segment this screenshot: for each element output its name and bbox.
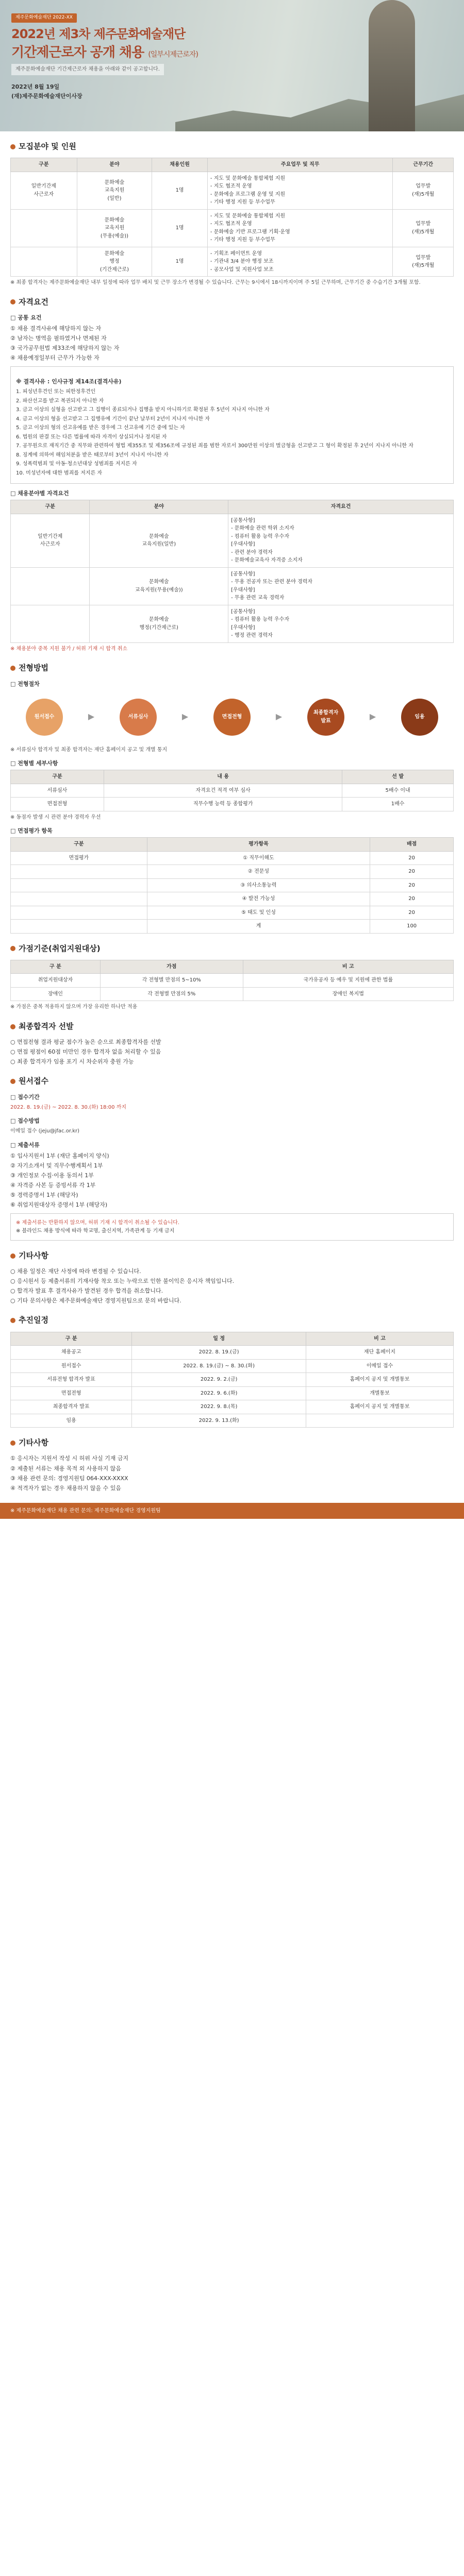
table-cell: 홈페이지 공지 및 개별통보	[306, 1400, 453, 1414]
table-cell: 채용공고	[11, 1346, 132, 1360]
table-row	[11, 851, 454, 865]
table-cell	[11, 878, 147, 892]
table-header: 근무기간	[393, 158, 454, 172]
table-row	[11, 1373, 454, 1387]
hero-subtitle: 제주문화예술재단 기간제근로자 채용을 아래와 같이 공고합니다.	[11, 64, 164, 75]
list-item: ② 남자는 병역을 필하였거나 면제된 자	[10, 335, 107, 342]
table-cell: 서류전형 합격자 발표	[11, 1373, 132, 1387]
list-item: ① 입사지원서 1부 (재단 홈페이지 양식)	[10, 1152, 109, 1159]
arrow-right-icon: ▶	[275, 711, 283, 722]
process-step: 면접전형	[213, 699, 251, 736]
table-cell: 원서접수	[11, 1359, 132, 1373]
common-req-list	[10, 324, 454, 362]
table-header: 가점	[100, 960, 243, 974]
list-item: ③ 국가공무원법 제33조에 해당하지 않는 자	[10, 345, 120, 352]
list-item: 3. 금고 이상의 실형을 선고받고 그 집행이 종료되거나 집행을 받지 아니하기로 확정된 후 5년이 지나지 아니한 자	[16, 407, 270, 413]
field-req-heading: □ 채용분야별 자격요건	[10, 490, 69, 497]
table-header: 배점	[370, 838, 454, 852]
table-cell: 2022. 8. 19.(금) ~ 8. 30.(화)	[132, 1359, 306, 1373]
table-cell: 계	[147, 920, 370, 934]
table-cell: 면접전형	[11, 1386, 132, 1400]
disqualify-heading: ※ 결격사유 : 인사규정 제14조(결격사유)	[16, 378, 122, 385]
table-cell: 문화예술 교육지원(일반)	[90, 514, 228, 567]
table-cell: 2022. 9. 13.(화)	[132, 1414, 306, 1428]
table-cell: 20	[370, 892, 454, 906]
table-cell: 1배수	[342, 798, 454, 811]
list-item: 10. 미성년자에 대한 범죄를 저지른 자	[16, 470, 103, 476]
final-select-list	[10, 1038, 454, 1066]
dol-hareubang-illustration	[369, 0, 415, 131]
bullet-dot-icon	[10, 299, 15, 304]
list-item: ⑥ 취업지원대상자 증명서 1부 (해당자)	[10, 1201, 108, 1208]
table-row	[11, 892, 454, 906]
table-header: 내 용	[104, 770, 342, 784]
docs-heading: □ 제출서류	[10, 1141, 40, 1148]
bullet-dot-icon	[10, 1440, 15, 1446]
table-row	[11, 865, 454, 879]
table-cell: 재단 홈페이지	[306, 1346, 453, 1360]
table-cell: ③ 의사소통능력	[147, 878, 370, 892]
field-req-note: ※ 채용분야 중복 지원 불가 / 허위 기재 시 합격 취소	[10, 646, 128, 652]
process-flow	[26, 699, 438, 736]
process-step: 최종합격자 발표	[307, 699, 344, 736]
table-header: 자격요건	[228, 500, 454, 514]
bullet-dot-icon	[10, 1318, 15, 1323]
table-cell: 문화예술 교육지원 (무용(예술))	[77, 209, 152, 247]
interview-heading: □ 면접평가 항목	[10, 827, 53, 835]
table-row	[11, 798, 454, 811]
table-row	[11, 1414, 454, 1428]
field-req-table	[10, 500, 454, 643]
warning-box	[10, 1213, 454, 1241]
table-cell: 임용	[11, 1414, 132, 1428]
section-5-title: 최종합격자 선발	[10, 1021, 454, 1032]
table-cell: 20	[370, 865, 454, 879]
table-cell: ④ 발전 가능성	[147, 892, 370, 906]
table-row	[11, 567, 454, 605]
table-cell: 업무발 (재)5개월	[393, 209, 454, 247]
table-row	[11, 514, 454, 567]
table-header: 구분	[11, 500, 90, 514]
table-cell: 2022. 9. 2.(금)	[132, 1373, 306, 1387]
table-cell	[306, 1414, 453, 1428]
table-cell: - 지도 및 문화예술 통합체험 지원 - 지도 협조적 운영 - 문화예술 프로그램 운영 및 지원 - 기타 행정 지원 등 부수업무	[207, 172, 393, 209]
list-item: 4. 금고 이상의 형을 선고받고 그 집행유예 기간이 끝난 날부터 2년이 지나지 아니한 자	[16, 416, 210, 422]
table-header: 구분	[11, 770, 104, 784]
table-header: 비 고	[243, 960, 453, 974]
stage-detail-heading: □ 전형별 세부사항	[10, 760, 58, 767]
rock-illustration	[175, 85, 464, 131]
list-item: ○ 면접전형 결과 평균 점수가 높은 순으로 최종합격자를 선발	[10, 1039, 161, 1046]
list-item: 8. 징계에 의하여 해임처분을 받은 때로부터 3년이 지나지 아니한 자	[16, 452, 169, 458]
hero-title-1: 2022년 제3차 제주문화예술재단	[11, 27, 186, 41]
table-cell: 업무발 (재)5개월	[393, 172, 454, 209]
table-row	[11, 906, 454, 920]
list-item: ① 응시자는 지원서 작성 시 허위 사실 기재 금지	[10, 1455, 129, 1462]
table-cell: 서류심사	[11, 784, 104, 798]
table-cell: 면접전형	[11, 798, 104, 811]
section-9-title: 기타사항	[10, 1437, 454, 1449]
table-cell: [공통사항] - 무용 전공자 또는 관련 분야 경력자 [우대사항] - 무용 관련 교육 경력자	[228, 567, 454, 605]
table-cell: [공통사항] - 문화예술 관련 학위 소지자 - 컴퓨터 활용 능력 우수자 [우대사항] - 관련 분야 경력자 - 문화예술교육사 자격증 소지자	[228, 514, 454, 567]
list-item: ④ 적격자가 없는 경우 채용하지 않을 수 있음	[10, 1484, 121, 1492]
table-row	[11, 605, 454, 642]
bullet-dot-icon	[10, 1079, 15, 1084]
table-row	[11, 172, 454, 209]
period-heading: □ 접수기간	[10, 1093, 40, 1100]
table-header: 일 정	[132, 1332, 306, 1346]
table-cell: 개별통보	[306, 1386, 453, 1400]
bullet-dot-icon	[10, 666, 15, 671]
section-6-title: 원서접수	[10, 1075, 454, 1087]
table-cell: 국가유공자 등 예우 및 지원에 관한 법률	[243, 974, 453, 988]
section-1-title: 모집분야 및 인원	[10, 141, 454, 152]
footer: ※ 제주문화예술재단 채용 관련 문의: 제주문화예술재단 경영지원팀	[0, 1503, 464, 1519]
section-8-title: 추진일정	[10, 1314, 454, 1326]
docs-list	[10, 1151, 454, 1209]
table-header: 채용인원	[152, 158, 208, 172]
list-item: 7. 공무원으로 재직기간 중 직무와 관련하여 형법 제355조 및 제356조에 규정된 죄를 범한 자로서 300만원 이상의 벌금형을 선고받고 그 형이 확정된 후 2년이 지나지 아니한 자	[16, 443, 413, 449]
list-item: ① 채용 결격사유에 해당하지 않는 자	[10, 325, 102, 332]
table-header: 비 고	[306, 1332, 453, 1346]
recruit-table	[10, 158, 454, 277]
process-step: 임용	[401, 699, 438, 736]
list-item: 2. 파산선고를 받고 복권되지 아니한 자	[16, 398, 104, 404]
table-row	[11, 1400, 454, 1414]
bullet-dot-icon	[10, 946, 15, 951]
table-cell: 홈페이지 공지 및 개별통보	[306, 1373, 453, 1387]
disqualify-box	[10, 366, 454, 484]
table-cell: ② 전문성	[147, 865, 370, 879]
list-item: ⑤ 경력증명서 1부 (해당자)	[10, 1191, 78, 1198]
list-item: ② 제출된 서류는 채용 목적 외 사용하지 않음	[10, 1465, 121, 1472]
table-cell: 이메일 접수	[306, 1359, 453, 1373]
process-note: ※ 서류심사 합격자 및 최종 합격자는 재단 홈페이지 공고 및 개별 통지	[10, 747, 168, 753]
table-cell: 일반기간제 사근로자	[11, 514, 90, 567]
bullet-dot-icon	[10, 144, 15, 149]
table-cell: 문화예술 교육지원 (일반)	[77, 172, 152, 209]
apply-method[interactable]: 이메일 접수 (jeju@jfac.or.kr)	[10, 1128, 80, 1134]
table-header: 평가항목	[147, 838, 370, 852]
table-cell: 자격요건 적격 여부 심사	[104, 784, 342, 798]
table-cell: 각 전형별 만점의 5%	[100, 987, 243, 1001]
table-cell: 20	[370, 851, 454, 865]
table-cell: ① 직무이해도	[147, 851, 370, 865]
table-header: 구분	[11, 158, 77, 172]
arrow-right-icon: ▶	[88, 711, 95, 722]
table-row	[11, 784, 454, 798]
table-cell: 2022. 9. 8.(목)	[132, 1400, 306, 1414]
stage-table	[10, 770, 454, 811]
bullet-dot-icon	[10, 1024, 15, 1029]
table-cell: 5배수 이내	[342, 784, 454, 798]
list-item: ○ 채용 일정은 재단 사정에 따라 변경될 수 있습니다.	[10, 1268, 141, 1275]
table-cell	[11, 892, 147, 906]
table-cell: 장애인 복지법	[243, 987, 453, 1001]
method-heading: □ 접수방법	[10, 1117, 40, 1125]
list-item: ② 자기소개서 및 직무수행계획서 1부	[10, 1162, 103, 1169]
table-row	[11, 247, 454, 277]
arrow-right-icon: ▶	[181, 711, 189, 722]
section-2-title: 자격요건	[10, 296, 454, 308]
list-item: 1. 피성년후견인 또는 피한정후견인	[16, 389, 96, 395]
table-header: 분야	[77, 158, 152, 172]
table-cell: 문화예술 행정(기간제근로)	[90, 605, 228, 642]
list-item: ○ 기타 문의사항은 제주문화예술재단 경영지원팀으로 문의 바랍니다.	[10, 1297, 181, 1304]
hero-banner	[0, 0, 464, 131]
section-3-title: 전형방법	[10, 662, 454, 674]
bullet-dot-icon	[10, 1253, 15, 1259]
stage-note: ※ 동점자 발생 시 관련 분야 경력자 우선	[10, 814, 101, 820]
table-header: 분야	[90, 500, 228, 514]
warning-text: ※ 제출서류는 반환하지 않으며, 허위 기재 시 합격이 취소될 수 있습니다.	[16, 1220, 180, 1226]
table-cell: 100	[370, 920, 454, 934]
process-heading: □ 전형절차	[10, 680, 40, 687]
list-item: ○ 합격자 발표 후 결격사유가 발견된 경우 합격을 취소합니다.	[10, 1287, 163, 1295]
table-cell: 문화예술 교육지원(무용(예술))	[90, 567, 228, 605]
table-row	[11, 920, 454, 934]
process-step: 원서접수	[26, 699, 63, 736]
hero-title-2: 기간제근로자 공개 채용 (일부시제근로자)	[11, 45, 198, 60]
table-cell: [공통사항] - 컴퓨터 활용 능력 우수자 [우대사항] - 행정 관련 경력자	[228, 605, 454, 642]
table-cell	[11, 247, 77, 277]
list-item: 6. 법원의 판결 또는 다른 법률에 따라 자격이 상실되거나 정지된 자	[16, 434, 167, 440]
table-cell: - 기획조 페이먼트 운영 - 기관내 3/4 분야 행정 보조 - 공모사업 및 지원사업 보조	[207, 247, 393, 277]
hero-tag: 제주문화예술재단 2022-XX	[11, 13, 77, 23]
table-row	[11, 1346, 454, 1360]
table-cell	[11, 865, 147, 879]
table-cell: 2022. 9. 6.(화)	[132, 1386, 306, 1400]
list-item: ③ 채용 관련 문의: 경영지원팀 064-XXX-XXXX	[10, 1475, 128, 1482]
table-header: 구 분	[11, 1332, 132, 1346]
list-item: 5. 금고 이상의 형의 선고유예를 받은 경우에 그 선고유예 기간 중에 있는 자	[16, 425, 185, 431]
table-cell: 20	[370, 878, 454, 892]
table-cell	[11, 920, 147, 934]
table-row	[11, 1359, 454, 1373]
list-item: ○ 최종 합격자가 임용 포기 시 차순위자 충원 가능	[10, 1058, 134, 1065]
table-row	[11, 987, 454, 1001]
table-cell: ⑤ 태도 및 인성	[147, 906, 370, 920]
table-row	[11, 209, 454, 247]
list-item: ④ 자격증 사본 등 증빙서류 각 1부	[10, 1181, 96, 1189]
table-cell: 2022. 8. 19.(금)	[132, 1346, 306, 1360]
hero-date: 2022년 8월 19일	[11, 83, 60, 90]
table-cell: 1명	[152, 209, 208, 247]
table-cell	[11, 906, 147, 920]
table-cell: 직무수행 능력 등 종합평가	[104, 798, 342, 811]
apply-period: 2022. 8. 19.(금) ~ 2022. 8. 30.(화) 18:00 까지	[10, 1104, 127, 1110]
table-cell	[11, 209, 77, 247]
table-row	[11, 974, 454, 988]
table-header: 선 발	[342, 770, 454, 784]
list-item: 9. 성폭력범죄 및 아동·청소년대상 성범죄를 저지른 자	[16, 461, 137, 467]
table-cell: 1명	[152, 247, 208, 277]
blind-text: ※ 블라인드 채용 방식에 따라 학교명, 출신지역, 가족관계 등 기재 금지	[16, 1228, 175, 1234]
list-item: ○ 응시원서 등 제출서류의 기재사항 착오 또는 누락으로 인한 불이익은 응시자 책임입니다.	[10, 1278, 235, 1285]
misc-list-1	[10, 1267, 454, 1305]
arrow-right-icon: ▶	[369, 711, 376, 722]
table-cell: 업무발 (재)5개월	[393, 247, 454, 277]
table-cell	[11, 605, 90, 642]
process-step: 서류심사	[120, 699, 157, 736]
section-7-title: 기타사항	[10, 1250, 454, 1262]
table-cell: 각 전형별 만점의 5~10%	[100, 974, 243, 988]
common-req-heading: □ 공통 요건	[10, 314, 42, 321]
list-item: ④ 채용예정일부터 근무가 가능한 자	[10, 354, 100, 362]
table-row	[11, 1386, 454, 1400]
table-header: 구 분	[11, 960, 101, 974]
table-cell: 문화예술 행정 (기간제근로)	[77, 247, 152, 277]
table-header: 주요업무 및 직무	[207, 158, 393, 172]
table-cell: 면접평가	[11, 851, 147, 865]
list-item: ③ 개인정보 수집·이용 동의서 1부	[10, 1172, 94, 1179]
table-header: 구분	[11, 838, 147, 852]
table-cell: 장애인	[11, 987, 101, 1001]
section-4-title: 가점기준(취업지원대상)	[10, 943, 454, 955]
table-cell: 취업지원대상자	[11, 974, 101, 988]
bonus-note: ※ 가점은 중복 적용하지 않으며 가장 유리한 하나만 적용	[10, 1004, 138, 1010]
schedule-table	[10, 1332, 454, 1428]
list-item: ○ 면접 평점이 60점 미만인 경우 합격자 없음 처리할 수 있음	[10, 1048, 161, 1056]
misc-list-2	[10, 1454, 454, 1492]
table-cell: 1명	[152, 172, 208, 209]
table-cell: 최종합격자 발표	[11, 1400, 132, 1414]
hero-org: (재)제주문화예술재단이사장	[11, 93, 82, 99]
table-cell: 일반기간제 사근로자	[11, 172, 77, 209]
interview-table	[10, 837, 454, 934]
table-cell	[11, 567, 90, 605]
table-row	[11, 878, 454, 892]
section-1-note: ※ 최종 합격자는 제주문화예술재단 내부 일정에 따라 업무 배치 및 근무 장소가 변경될 수 있습니다. 근무는 9시에서 18시까지이며 주 5일 근무하며, 근무기간 중 수습기간 3개월 포함.	[10, 280, 421, 286]
table-cell: - 지도 및 문화예술 통합체험 지원 - 지도 협조적 운영 - 문화예술 기반 프로그램 기획·운영 - 기타 행정 지원 등 부수업무	[207, 209, 393, 247]
table-cell: 20	[370, 906, 454, 920]
bonus-table	[10, 960, 454, 1002]
